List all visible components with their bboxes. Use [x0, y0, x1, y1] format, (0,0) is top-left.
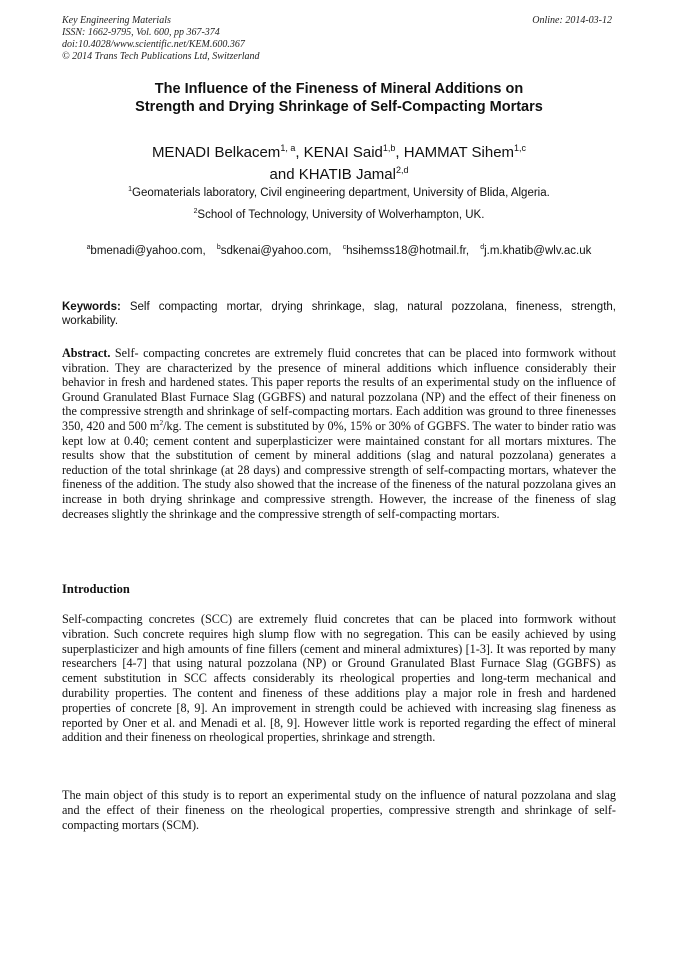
introduction-paragraph-2: The main object of this study is to report an experimental study on the influence of natural pozzolana and slag and the effect of their fineness on the rheological properties, compressive strength and shrinkage of self-compacting mortars (SCM). — [62, 788, 616, 832]
author-name: KHATIB Jamal — [298, 166, 396, 183]
author-list — [62, 142, 616, 186]
online-date: Online: 2014-03-12 — [532, 15, 612, 26]
abstract-superscript: 2 — [159, 417, 164, 427]
author-affiliation-mark: 1, a — [280, 143, 296, 153]
affiliation-text: School of Technology, University of Wolverhampton, UK. — [197, 209, 485, 221]
email-mark: d — [480, 244, 485, 252]
abstract-block — [62, 346, 616, 521]
author-name: MENADI Belkacem — [151, 144, 281, 161]
author-affiliation-mark: 2,d — [395, 165, 409, 175]
issn-line: ISSN: 1662-9795, Vol. 600, pp 367-374 — [62, 27, 220, 38]
email-mark: c — [342, 244, 347, 252]
email-address[interactable]: bmenadi@yahoo.com, — [90, 245, 206, 257]
author-name: KENAI Said — [303, 144, 383, 161]
author-line-1: MENADI Belkacem$^{1, a}$, KENAI Said$^{1,b}$, HAMMAT Sihem$^{1,c}$ — [151, 143, 527, 161]
email-address[interactable]: hsihemss18@hotmail.fr, — [346, 245, 470, 257]
journal-metadata — [62, 15, 260, 63]
email-item — [217, 245, 332, 257]
keywords-text: Self compacting mortar, drying shrinkage, slag, natural pozzolana, fineness, strength, workability. — [62, 301, 616, 327]
author-line-2 — [62, 164, 616, 186]
title-line-1: The Influence of the Fineness of Mineral Additions on — [154, 81, 524, 97]
affiliation-1 — [62, 186, 616, 200]
title-line-2: Strength and Drying Shrinkage of Self-Compacting Mortars — [135, 99, 543, 115]
email-item — [480, 245, 591, 257]
email-item — [87, 245, 206, 257]
affiliation-text: Geomaterials laboratory, Civil engineering department, University of Blida, Algeria. — [132, 187, 550, 199]
email-address[interactable]: sdkenai@yahoo.com, — [220, 245, 332, 257]
author-affiliation-mark: 1,c — [514, 143, 527, 153]
email-item — [343, 245, 469, 257]
introduction-paragraph-1: Self-compacting concretes (SCC) are extremely fluid concretes that can be placed into formwork without vibration. Such concrete requires high slump flow with no segregation. This can be easily achieved by using superplasticizer and high amounts of fine fillers (cement and mineral admixtures) [1-3]. It was reported by many researchers [4-7] that using natural pozzolana (NP) or Ground Granulated Blast Furnace Slag (GGBFS) as cement substitution in SCC affects considerably its rheological properties and long-term mechanical and durability properties. The content and fineness of these additions play a major role in fresh and hardened properties of concrete [8, 9]. An improvement in strength could be achieved with increasing slag fineness as reported by Oner et al. and Menadi et al. [8, 9]. However little work is reported regarding the effect of mineral addition and their fineness on rheological properties, shrinkage and strength. — [62, 612, 616, 745]
author-conjunction: and — [269, 166, 299, 183]
email-mark: b — [216, 244, 221, 252]
doi-line: doi:10.4028/www.scientific.net/KEM.600.367 — [62, 39, 245, 50]
section-heading-introduction: Introduction — [62, 582, 130, 596]
abstract-text: Self- compacting concretes are extremely fluid concretes that can be placed into formwork without vibration. They are characterized by the presence of mineral additions which influence considerably their behavior in fresh and hardened states. This paper reports the results of an experimental study on the influence of Ground Granulated Blast Furnace Slag (GGBFS) and natural pozzolana (NP) and the effect of their fineness on the compressive strength and shrinkage of self-compacting mortars. Each addition was ground to three finenesses 350, 420 and 500 m — [62, 346, 616, 433]
journal-name: Key Engineering Materials — [62, 15, 171, 26]
author-emails — [62, 244, 616, 258]
author-name: HAMMAT Sihem — [403, 144, 515, 161]
keywords-label: Keywords: — [62, 301, 121, 313]
abstract-text-continued: /kg. The cement is substituted by 0%, 15% or 30% of GGBFS. The water to binder ratio was kept low at 0.40; cement content and superplasticizer were maintained constant for all mortars mixtures. The results show that the substitution of cement by mineral additions (slag and natural pozzolana) generates a reduction of the total shrinkage (at 28 days) and compressive strength of self-compacting mortars, whatever the fineness of the addition. The study also showed that the increase of the fineness of the natural pozzolana gives an increase in both drying shrinkage and compressive strength. However, the increase of the fineness of slag decreases slightly the shrinkage and the compressive strength of self-compacting mortars. — [62, 418, 617, 521]
abstract-label: Abstract. — [62, 346, 111, 360]
affiliation-mark: 1 — [128, 186, 132, 194]
affiliation-2 — [62, 208, 616, 222]
paper-title — [62, 80, 616, 116]
author-affiliation-mark: 1,b — [382, 143, 396, 153]
email-address[interactable]: j.m.khatib@wlv.ac.uk — [484, 245, 592, 257]
keywords-block — [62, 300, 616, 328]
affiliation-mark: 2 — [193, 208, 198, 216]
copyright-line: © 2014 Trans Tech Publications Ltd, Switzerland — [62, 51, 260, 62]
email-mark: a — [86, 244, 91, 252]
